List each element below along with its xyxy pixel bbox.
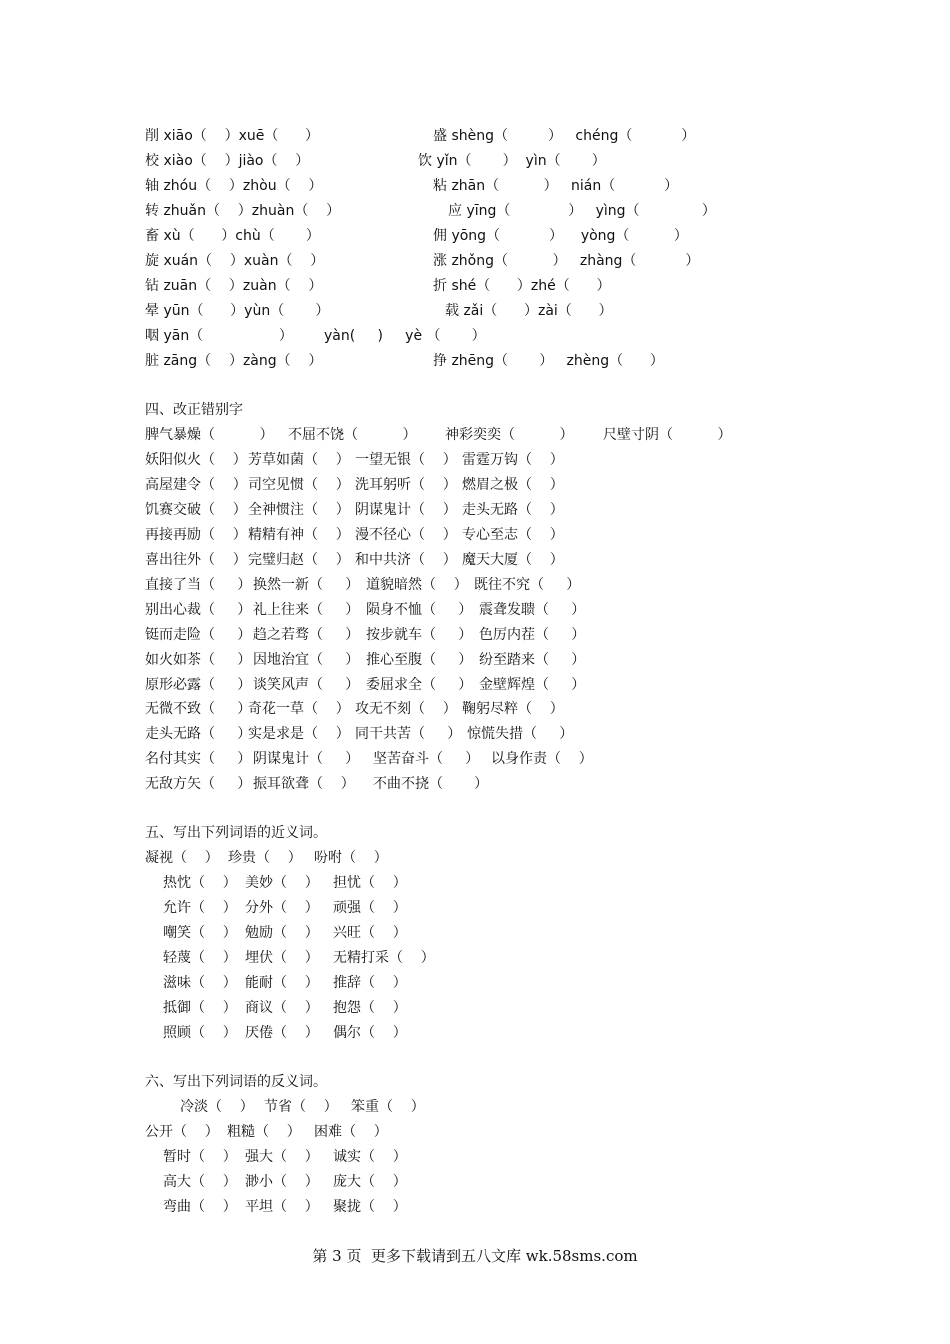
typo-item: 专心至志（ ） <box>462 527 564 543</box>
polyphone-left: 削 xiāo（ ）xuē（ ） <box>145 128 320 144</box>
polyphone-left: 转 zhuǎn（ ）zhuàn（ ） <box>145 203 341 219</box>
typo-item: 谈笑风声（ ） <box>253 677 360 693</box>
typo-item: 纷至踏来（ ） <box>479 652 586 668</box>
synonym-item: 分外（ ） <box>245 900 319 916</box>
synonym-item: 商议（ ） <box>245 1000 319 1016</box>
polyphone-right: 涨 zhǒng（ ） zhàng（ ） <box>433 253 700 269</box>
typo-item: 陨身不恤（ ） <box>366 602 473 618</box>
typo-item: 奇花一草（ ） <box>248 701 350 717</box>
typo-item: 震聋发聩（ ） <box>479 602 586 618</box>
antonym-item: 聚拢（ ） <box>333 1199 407 1215</box>
polyphone-right: 载 zǎi（ ）zài（ ） <box>445 303 613 319</box>
typo-item: 无敌方矢（ ） <box>145 776 252 792</box>
typo-item: 振耳欲聋（ ） <box>253 776 355 792</box>
typo-item: 走头无路（ ） <box>145 726 252 742</box>
typo-item: 喜出往外（ ） <box>145 552 247 568</box>
synonym-item: 厌倦（ ） <box>245 1025 319 1041</box>
synonym-item: 滋味（ ） <box>163 975 237 991</box>
typo-item: 漫不径心（ ） <box>355 527 457 543</box>
typo-item: 换然一新（ ） <box>253 577 360 593</box>
polyphone-left: 畜 xù（ ）chù（ ） <box>145 228 320 244</box>
synonym-item: 珍贵（ ） <box>228 850 302 866</box>
typo-item: 不屈不饶（ ） <box>288 427 417 443</box>
typo-item: 趋之若骛（ ） <box>253 627 360 643</box>
typo-item: 阴谋鬼计（ ） <box>253 751 360 767</box>
typo-item: 道貌暗然（ ） <box>366 577 468 593</box>
typo-item: 鞠躬尽粹（ ） <box>462 701 564 717</box>
antonym-item: 节省（ ） <box>264 1099 338 1115</box>
typo-item: 不曲不挠（ ） <box>373 776 489 792</box>
typo-item: 和中共济（ ） <box>355 552 457 568</box>
synonym-item: 吩咐（ ） <box>314 850 388 866</box>
page-footer: 第 3 页 更多下载请到五八文库 wk.58sms.com <box>312 1247 638 1265</box>
synonym-item: 嘲笑（ ） <box>163 925 237 941</box>
typo-item: 雷霆万钩（ ） <box>462 452 564 468</box>
synonym-item: 凝视（ ） <box>145 850 219 866</box>
typo-item: 妖阳似火（ ） <box>145 452 247 468</box>
polyphone-right: 盛 shèng（ ） chéng（ ） <box>433 128 696 144</box>
typo-item: 精精有神（ ） <box>248 527 350 543</box>
typo-item: 实是求是（ ） <box>248 726 350 742</box>
typo-item: 如火如茶（ ） <box>145 652 252 668</box>
antonym-item: 强大（ ） <box>245 1149 319 1165</box>
typo-item: 洗耳躬听（ ） <box>355 477 457 493</box>
antonym-item: 笨重（ ） <box>351 1099 425 1115</box>
typo-item: 推心至腹（ ） <box>366 652 473 668</box>
polyphone-left: 脏 zāng（ ）zàng（ ） <box>145 353 323 369</box>
typo-item: 全神惯注（ ） <box>248 502 350 518</box>
typo-item: 阴谋鬼计（ ） <box>355 502 457 518</box>
section-heading-antonyms: 六、写出下列词语的反义词。 <box>145 1074 327 1090</box>
typo-item: 尺壁寸阴（ ） <box>603 427 732 443</box>
synonym-item: 兴旺（ ） <box>333 925 407 941</box>
synonym-item: 埋伏（ ） <box>245 950 319 966</box>
typo-item: 色厉内茬（ ） <box>479 627 586 643</box>
polyphone-left: 晕 yūn（ ）yùn（ ） <box>145 303 330 319</box>
antonym-item: 公开（ ） <box>145 1124 219 1140</box>
typo-item: 以身作责（ ） <box>491 751 593 767</box>
typo-item: 脾气暴燥（ ） <box>145 427 274 443</box>
synonym-item: 照顾（ ） <box>163 1025 237 1041</box>
section-heading-synonyms: 五、写出下列词语的近义词。 <box>145 825 327 841</box>
synonym-item: 轻蔑（ ） <box>163 950 237 966</box>
polyphone-left: 咽 yān（ ） yàn( ) yè （ ） <box>145 328 486 344</box>
synonym-item: 无精打采（ ） <box>333 950 435 966</box>
polyphone-left: 旋 xuán（ ）xuàn（ ） <box>145 253 325 269</box>
synonym-item: 偶尔（ ） <box>333 1025 407 1041</box>
typo-item: 高屋建令（ ） <box>145 477 247 493</box>
antonym-item: 弯曲（ ） <box>163 1199 237 1215</box>
typo-item: 再接再励（ ） <box>145 527 247 543</box>
typo-item: 一望无银（ ） <box>355 452 457 468</box>
antonym-item: 困难（ ） <box>314 1124 388 1140</box>
typo-item: 委屈求全（ ） <box>366 677 473 693</box>
synonym-item: 推辞（ ） <box>333 975 407 991</box>
polyphone-right: 挣 zhēng（ ） zhèng（ ） <box>433 353 664 369</box>
polyphone-left: 校 xiào（ ）jiào（ ） <box>145 153 310 169</box>
typo-item: 按步就车（ ） <box>366 627 473 643</box>
typo-item: 走头无路（ ） <box>462 502 564 518</box>
typo-item: 魔天大厦（ ） <box>462 552 564 568</box>
typo-item: 直接了当（ ） <box>145 577 252 593</box>
typo-item: 同干共苦（ ） <box>355 726 462 742</box>
antonym-item: 诚实（ ） <box>333 1149 407 1165</box>
polyphone-right: 应 yīng（ ） yìng（ ） <box>448 203 716 219</box>
typo-item: 名付其实（ ） <box>145 751 252 767</box>
antonym-item: 暂时（ ） <box>163 1149 237 1165</box>
antonym-item: 粗糙（ ） <box>227 1124 301 1140</box>
synonym-item: 抵御（ ） <box>163 1000 237 1016</box>
polyphone-left: 钻 zuān（ ）zuàn（ ） <box>145 278 323 294</box>
antonym-item: 冷淡（ ） <box>180 1099 254 1115</box>
typo-item: 完璧归赵（ ） <box>248 552 350 568</box>
typo-item: 原形必露（ ） <box>145 677 252 693</box>
typo-item: 芳草如菌（ ） <box>248 452 350 468</box>
synonym-item: 能耐（ ） <box>245 975 319 991</box>
section-heading-typo: 四、改正错别字 <box>145 402 243 418</box>
typo-item: 燃眉之极（ ） <box>462 477 564 493</box>
synonym-item: 担忧（ ） <box>333 875 407 891</box>
synonym-item: 热忱（ ） <box>163 875 237 891</box>
polyphone-right: 饮 yǐn（ ） yìn（ ） <box>418 153 606 169</box>
synonym-item: 美妙（ ） <box>245 875 319 891</box>
polyphone-right: 折 shé（ ）zhé（ ） <box>433 278 611 294</box>
antonym-item: 渺小（ ） <box>245 1174 319 1190</box>
typo-item: 别出心裁（ ） <box>145 602 252 618</box>
typo-item: 铤而走险（ ） <box>145 627 252 643</box>
synonym-item: 抱怨（ ） <box>333 1000 407 1016</box>
typo-item: 惊慌失措（ ） <box>467 726 574 742</box>
polyphone-left: 轴 zhóu（ ）zhòu（ ） <box>145 178 323 194</box>
typo-item: 饥赛交破（ ） <box>145 502 247 518</box>
typo-item: 坚苦奋斗（ ） <box>373 751 480 767</box>
typo-item: 因地治宜（ ） <box>253 652 360 668</box>
antonym-item: 庞大（ ） <box>333 1174 407 1190</box>
typo-item: 司空见惯（ ） <box>248 477 350 493</box>
typo-item: 礼上往来（ ） <box>253 602 360 618</box>
polyphone-right: 佣 yōng（ ） yòng（ ） <box>433 228 688 244</box>
typo-item: 无微不致（ ） <box>145 701 252 717</box>
typo-item: 神彩奕奕（ ） <box>445 427 574 443</box>
typo-item: 金壁辉煌（ ） <box>479 677 586 693</box>
polyphone-right: 粘 zhān（ ） nián（ ） <box>433 178 679 194</box>
typo-item: 攻无不刻（ ） <box>355 701 457 717</box>
typo-item: 既往不究（ ） <box>474 577 581 593</box>
antonym-item: 平坦（ ） <box>245 1199 319 1215</box>
synonym-item: 允许（ ） <box>163 900 237 916</box>
synonym-item: 顽强（ ） <box>333 900 407 916</box>
synonym-item: 勉励（ ） <box>245 925 319 941</box>
antonym-item: 高大（ ） <box>163 1174 237 1190</box>
